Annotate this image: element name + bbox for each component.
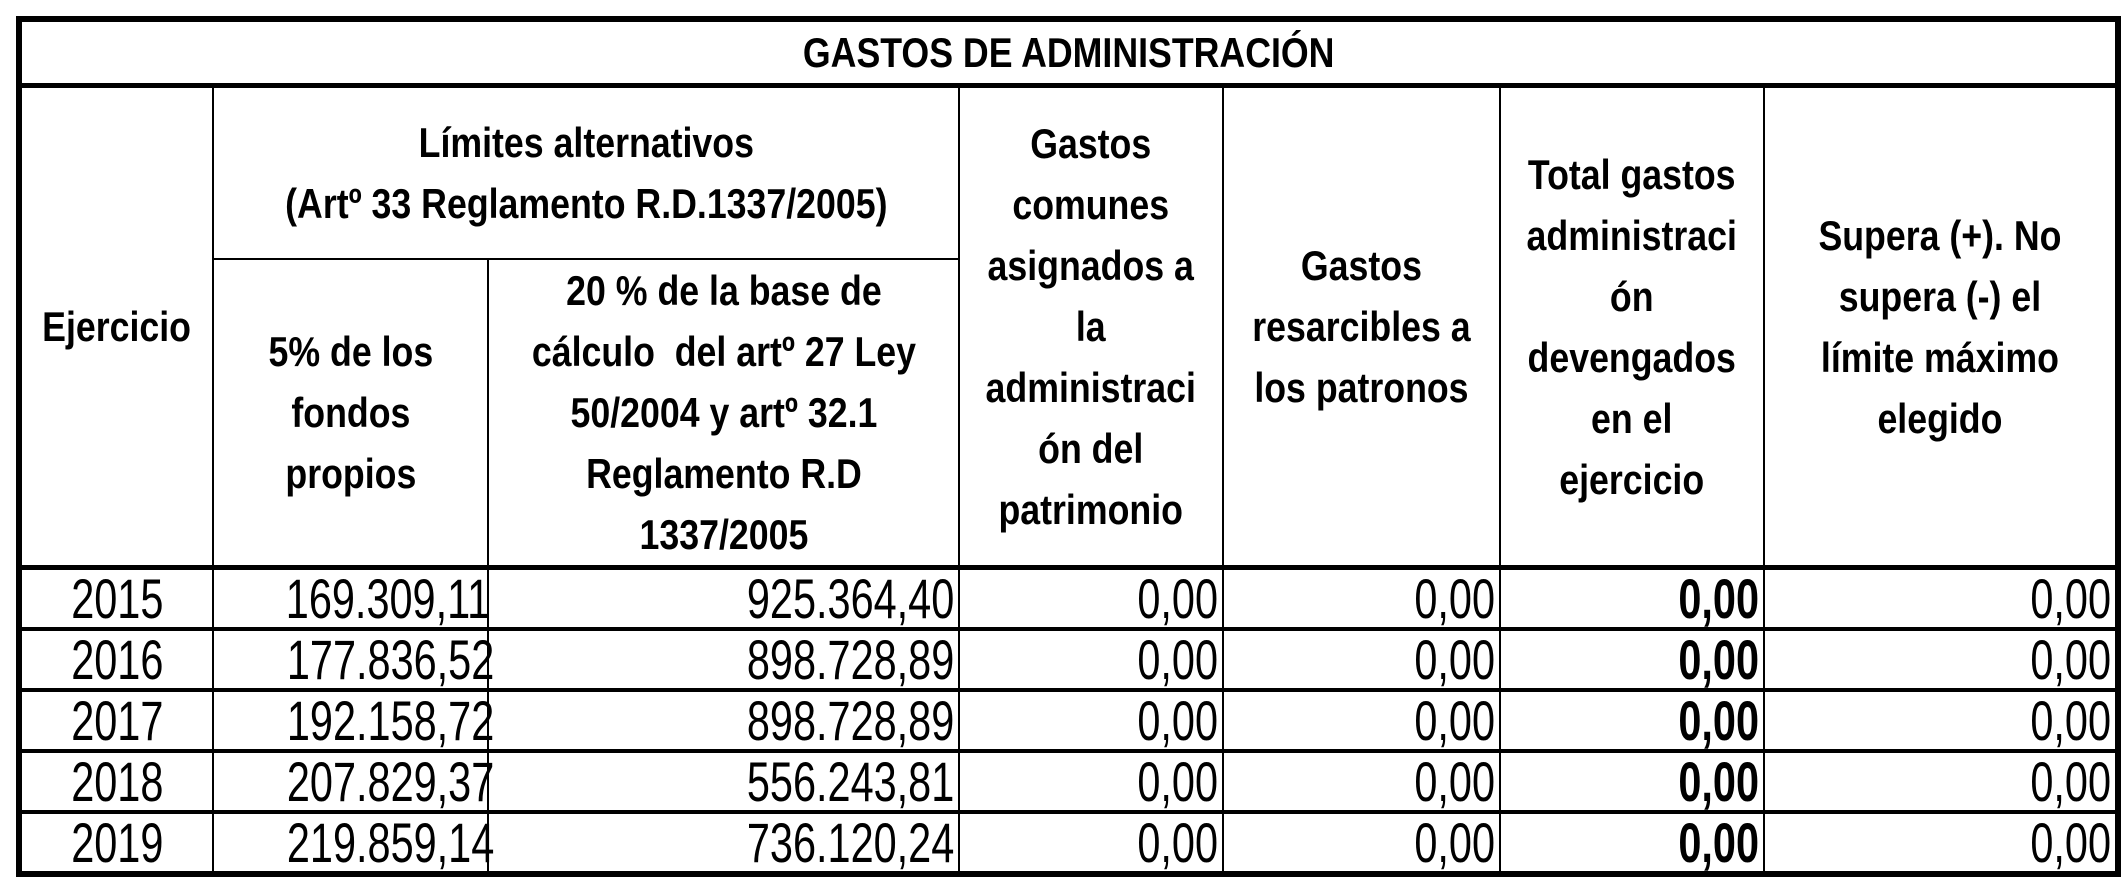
cell-supera xyxy=(1764,568,2118,630)
cell-supera xyxy=(1764,751,2118,812)
cell-year-value: 2016 xyxy=(70,628,164,691)
header-fondos-propios: 5% de los fondos propios xyxy=(213,259,488,568)
cell-fondos xyxy=(213,628,495,691)
cell-base-value: 736.120,24 xyxy=(746,811,954,874)
cell-resarcibles xyxy=(1223,751,1500,812)
cell-comunes-value: 0,00 xyxy=(1137,750,1218,813)
cell-fondos xyxy=(213,567,491,630)
cell-comunes-value: 0,00 xyxy=(1137,628,1218,691)
cell-comunes xyxy=(959,629,1223,690)
cell-resarcibles-value: 0,00 xyxy=(1414,689,1495,752)
cell-supera xyxy=(1764,812,2118,874)
cell-year-value: 2018 xyxy=(70,750,164,813)
cell-total xyxy=(1500,751,1764,812)
cell-base xyxy=(488,690,959,751)
cell-year xyxy=(19,568,213,630)
cell-year-value: 2015 xyxy=(70,567,164,630)
header-gastos-comunes: Gastos comunes asignados a la administraci ón del patrimonio xyxy=(959,86,1223,568)
cell-total-value: 0,00 xyxy=(1678,811,1759,874)
cell-comunes xyxy=(959,690,1223,751)
header-base-calculo: 20 % de la base de cálculo del artº 27 Ley 50/2004 y artº 32.1 Reglamento R.D 1337/2005 xyxy=(488,259,959,568)
cell-comunes-value: 0,00 xyxy=(1137,811,1218,874)
table-row xyxy=(19,690,2118,751)
table-row xyxy=(19,629,2118,690)
cell-base-value: 898.728,89 xyxy=(746,628,954,691)
header-limites-alternativos: Límites alternativos (Artº 33 Reglamento R.D.1337/2005) xyxy=(213,86,959,260)
cell-comunes xyxy=(959,751,1223,812)
cell-total xyxy=(1500,690,1764,751)
cell-resarcibles-value: 0,00 xyxy=(1414,628,1495,691)
cell-resarcibles-value: 0,00 xyxy=(1414,567,1495,630)
cell-comunes xyxy=(959,812,1223,874)
table-row xyxy=(19,751,2118,812)
cell-supera-value: 0,00 xyxy=(2030,689,2112,752)
cell-base xyxy=(488,629,959,690)
table-row xyxy=(19,812,2118,874)
cell-resarcibles-value: 0,00 xyxy=(1414,750,1495,813)
cell-year xyxy=(19,812,213,874)
cell-total-value: 0,00 xyxy=(1678,689,1759,752)
cell-supera-value: 0,00 xyxy=(2030,628,2112,691)
cell-supera xyxy=(1764,690,2118,751)
cell-total xyxy=(1500,568,1764,630)
cell-total-value: 0,00 xyxy=(1678,628,1759,691)
cell-resarcibles xyxy=(1223,568,1500,630)
cell-supera-value: 0,00 xyxy=(2030,567,2112,630)
cell-fondos xyxy=(213,689,495,752)
table-row xyxy=(19,568,2118,630)
cell-fondos-value: 219.859,14 xyxy=(286,811,495,874)
cell-resarcibles xyxy=(1223,629,1500,690)
cell-resarcibles xyxy=(1223,690,1500,751)
cell-supera-value: 0,00 xyxy=(2030,750,2112,813)
cell-year xyxy=(19,629,213,690)
cell-year xyxy=(19,751,213,812)
cell-year xyxy=(19,690,213,751)
cell-fondos xyxy=(213,750,495,813)
cell-base-value: 925.364,40 xyxy=(746,567,954,630)
cell-fondos-value: 177.836,52 xyxy=(286,628,495,691)
cell-total xyxy=(1500,629,1764,690)
cell-resarcibles-value: 0,00 xyxy=(1414,811,1495,874)
table-title: GASTOS DE ADMINISTRACIÓN xyxy=(19,19,2118,86)
cell-total-value: 0,00 xyxy=(1678,750,1759,813)
cell-supera xyxy=(1764,629,2118,690)
cell-base xyxy=(488,812,959,874)
cell-fondos xyxy=(213,811,495,874)
cell-fondos-value: 169.309,11 xyxy=(285,567,491,630)
header-ejercicio: Ejercicio xyxy=(19,86,213,568)
cell-base xyxy=(488,751,959,812)
cell-fondos-value: 192.158,72 xyxy=(286,689,495,752)
cell-fondos-value: 207.829,37 xyxy=(286,750,495,813)
cell-comunes-value: 0,00 xyxy=(1137,689,1218,752)
cell-base-value: 898.728,89 xyxy=(746,689,954,752)
cell-resarcibles xyxy=(1223,812,1500,874)
gastos-administracion-table xyxy=(16,16,2121,877)
cell-base-value: 556.243,81 xyxy=(746,750,954,813)
cell-total xyxy=(1500,812,1764,874)
header-total-gastos: Total gastos administraci ón devengados en el ejercicio xyxy=(1500,86,1764,568)
cell-comunes-value: 0,00 xyxy=(1137,567,1218,630)
header-gastos-resarcibles: Gastos resarcibles a los patronos xyxy=(1223,86,1500,568)
cell-year-value: 2017 xyxy=(70,689,164,752)
cell-year-value: 2019 xyxy=(70,811,164,874)
cell-supera-value: 0,00 xyxy=(2030,811,2112,874)
cell-base xyxy=(488,568,959,630)
header-supera: Supera (+). No supera (-) el límite máximo elegido xyxy=(1764,86,2118,568)
cell-total-value: 0,00 xyxy=(1678,567,1759,630)
cell-comunes xyxy=(959,568,1223,630)
